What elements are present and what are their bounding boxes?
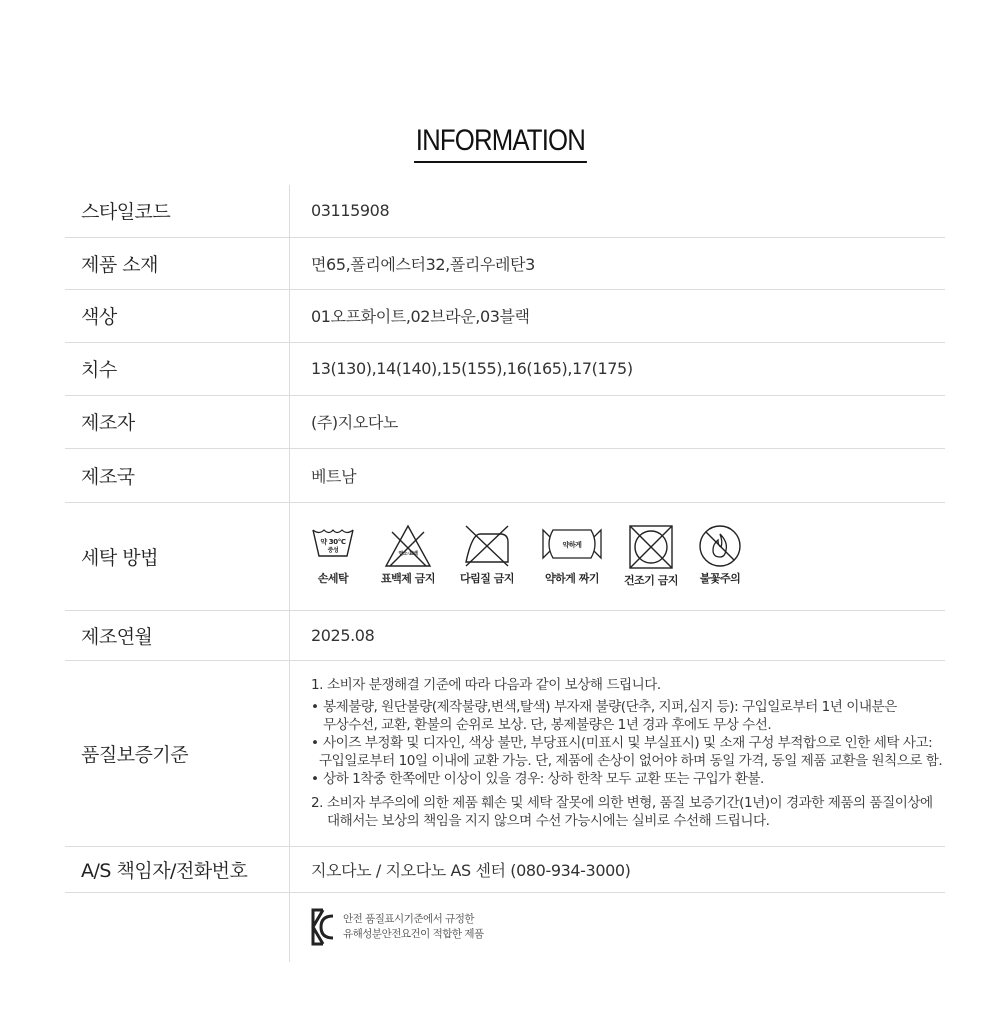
no-iron-icon (462, 524, 512, 568)
kc-label-cell (65, 892, 290, 962)
care-item-hand-wash (311, 524, 355, 586)
table-row (65, 502, 945, 610)
as-label: A/S 책임자/전화번호 (65, 846, 290, 892)
care-caption: 손세탁 (317, 572, 349, 585)
care-caption: 건조기 금지 (624, 574, 678, 587)
care-caption: 다림질 금지 (460, 572, 514, 585)
material-value: 면65,폴리에스터32,폴리우레탄3 (290, 237, 946, 289)
table-row (65, 237, 945, 289)
color-label: 색상 (65, 289, 290, 342)
quality-item-2-line1: 소비자 부주의에 의한 제품 훼손 및 세탁 잘못에 의한 변형, 품질 보증기간(1년)이 경과한 제품의 품질이상에 (327, 795, 933, 811)
gentle-wring-icon (541, 524, 603, 564)
kc-cell (290, 892, 946, 962)
table-row (65, 892, 945, 962)
fire-caution-icon (698, 524, 742, 568)
size-label: 치수 (65, 342, 290, 395)
page-title: INFORMATION (414, 124, 587, 163)
maker-value: (주)지오다노 (290, 395, 946, 448)
hand-wash-temp: 약 30°C (320, 538, 346, 546)
wash-value (290, 502, 946, 610)
table-row (65, 610, 945, 660)
care-item-fire-caution (695, 524, 745, 586)
quality-item-1-text: 소비자 분쟁해결 기준에 따라 다음과 같이 보상해 드립니다. (327, 677, 661, 693)
quality-label: 품질보증기준 (65, 660, 290, 846)
care-icons (311, 524, 945, 588)
material-label: 제품 소재 (65, 237, 290, 289)
info-table (65, 185, 945, 962)
hand-wash-icon (311, 524, 355, 564)
no-tumble-dry-icon (628, 524, 674, 570)
style-code-value: 03115908 (290, 185, 946, 237)
kc-text-line2: 유해성분안전요건이 적합한 제품 (343, 928, 484, 941)
color-value: 01오프화이트,02브라운,03블랙 (290, 289, 946, 342)
quality-item-1 (311, 676, 945, 694)
quality-item-2-num: 2. (311, 795, 323, 811)
care-caption: 불꽃주의 (699, 572, 741, 585)
as-value: 지오다노 / 지오다노 AS 센터 (080-934-3000) (290, 846, 946, 892)
kc-mark (311, 908, 945, 946)
no-bleach-text: 염소·표백 (398, 551, 418, 557)
quality-bullet-1-line1: 봉제불량, 원단불량(제작불량,변색,탈색) 부자재 불량(단추, 지퍼,심지 등): 구입일로부터 1년 이내분은 (323, 699, 897, 715)
care-item-no-iron (457, 524, 517, 586)
quality-item-2 (311, 794, 945, 830)
country-value: 베트남 (290, 448, 946, 502)
table-row (65, 395, 945, 448)
table-row (65, 342, 945, 395)
date-value: 2025.08 (290, 610, 946, 660)
quality-bullet: • 사이즈 부정확 및 디자인, 색상 불만, 부당표시(미표시 및 부실표시) 및 소재 구성 부적합으로 인한 세탁 사고: 구입일로부터 10일 이내에 교환 가능. 단, 제품에 손상이 없어야 하며 동일 가격, 동일 제품 교환을 원칙으로 함. (311, 735, 943, 769)
gentle-wring-text: 약하게 (562, 541, 582, 549)
care-caption: 표백제 금지 (381, 572, 435, 585)
table-row (65, 846, 945, 892)
maker-label: 제조자 (65, 395, 290, 448)
wash-label: 세탁 방법 (65, 502, 290, 610)
no-bleach-icon (384, 524, 432, 568)
table-row (65, 185, 945, 237)
quality-item-2-line2: 대해서는 보상의 책임을 지지 않으며 수선 가능시에는 실비로 수선해 드립니다. (327, 813, 770, 829)
quality-bullet: • 봉제불량, 원단불량(제작불량,변색,탈색) 부자재 불량(단추, 지퍼,심지 등): 구입일로부터 1년 이내분은 무상수선, 교환, 환불의 순위로 보상. 단, 봉제불량은 1년 경과 후에도 무상 수선. (311, 699, 897, 733)
quality-text (311, 676, 945, 830)
quality-item-1-num: 1. (311, 677, 323, 693)
country-label: 제조국 (65, 448, 290, 502)
quality-value (290, 660, 946, 846)
quality-bullet-1-line2: 무상수선, 교환, 환불의 순위로 보상. 단, 봉제불량은 1년 경과 후에도 무상 수선. (323, 717, 772, 733)
care-item-no-tumble-dry (623, 524, 679, 588)
table-row (65, 660, 945, 846)
kc-text (343, 912, 484, 942)
kc-text-line1: 안전 품질표시기준에서 규정한 (343, 913, 475, 926)
table-row (65, 289, 945, 342)
date-label: 제조연월 (65, 610, 290, 660)
quality-bullet-3-line1: 상하 1착중 한쪽에만 이상이 있을 경우: 상하 한착 모두 교환 또는 구입가 환불. (323, 771, 764, 787)
style-code-label: 스타일코드 (65, 185, 290, 237)
quality-bullet-2-line1: 사이즈 부정확 및 디자인, 색상 불만, 부당표시(미표시 및 부실표시) 및 소재 구성 부적합으로 인한 세탁 사고: (323, 735, 933, 751)
quality-bullet: • 상하 1착중 한쪽에만 이상이 있을 경우: 상하 한착 모두 교환 또는 구입가 환불. (311, 771, 764, 787)
page-title-wrap (0, 124, 1000, 163)
care-caption: 약하게 짜기 (545, 572, 599, 585)
quality-bullet-2-line2: 구입일로부터 10일 이내에 교환 가능. 단, 제품에 손상이 없어야 하며 동일 가격, 동일 제품 교환을 원칙으로 함. (319, 753, 943, 769)
care-item-gentle-wring (537, 524, 607, 586)
care-item-no-bleach (377, 524, 439, 586)
hand-wash-detergent: 중성 (327, 547, 339, 554)
size-value: 13(130),14(140),15(155),16(165),17(175) (290, 342, 946, 395)
kc-logo-icon (311, 908, 335, 946)
table-row (65, 448, 945, 502)
